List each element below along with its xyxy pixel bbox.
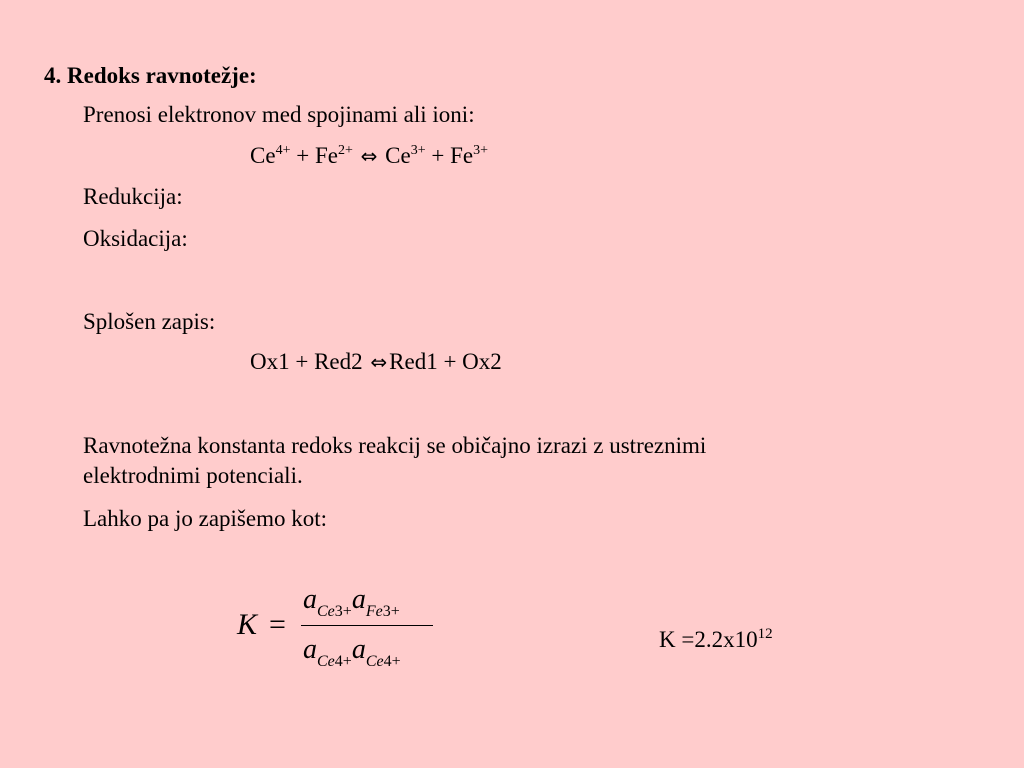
- k-value-exponent: 12: [757, 626, 773, 642]
- k-value: [659, 626, 773, 654]
- sub-species: Fe: [365, 603, 383, 620]
- species-ce: Ce: [250, 143, 276, 168]
- equilibrium-arrow-icon: ⇔: [360, 144, 378, 168]
- oxidation-label: Oksidacija:: [83, 226, 188, 251]
- plus-sign: +: [290, 143, 315, 168]
- formula-equals: =: [269, 608, 286, 641]
- sub-species: Ce: [317, 653, 335, 670]
- k-value-text: K =2.2x10: [659, 627, 758, 652]
- subscript-ce3: [317, 603, 352, 620]
- activity-symbol: a: [351, 584, 366, 615]
- activity-symbol: a: [351, 634, 366, 665]
- sub-species: Ce: [365, 653, 384, 670]
- paragraph-line-2: elektrodnimi potenciali.: [83, 463, 303, 488]
- sub-species: Ce: [317, 603, 335, 620]
- formula-k: K: [237, 608, 258, 641]
- formula-numerator: [303, 584, 400, 620]
- general-reaction: [250, 348, 502, 376]
- equilibrium-arrow-icon: ⇔: [370, 350, 388, 374]
- paragraph-line-1: Ravnotežna konstanta redoks reakcij se običajno izrazi z ustreznimi: [83, 433, 707, 458]
- activity-symbol: a: [303, 634, 317, 665]
- activity-symbol: a: [303, 584, 317, 615]
- sub-charge: 3+: [334, 603, 352, 620]
- reduction-label: Redukcija:: [83, 184, 183, 209]
- species-ce: Ce: [385, 143, 411, 168]
- sub-charge: 4+: [334, 653, 352, 670]
- charge-ce-4plus: 4+: [275, 143, 291, 158]
- charge-fe-3plus: 3+: [473, 143, 488, 158]
- formula-denominator: [303, 634, 401, 670]
- subscript-ce4: [317, 653, 352, 670]
- species-fe: Fe: [450, 143, 474, 168]
- sub-charge: 4+: [383, 653, 401, 670]
- general-notation-label: Splošen zapis:: [83, 309, 216, 334]
- write-as-label: Lahko pa jo zapišemo kot:: [83, 506, 327, 531]
- slide-heading: 4. Redoks ravnotežje:: [44, 63, 257, 88]
- reaction-right: Red1 + Ox2: [389, 349, 502, 374]
- intro-text: Prenosi elektronov med spojinami ali ioni:: [83, 102, 475, 127]
- sub-charge: 3+: [382, 603, 400, 620]
- reaction-left: Ox1 + Red2: [250, 349, 369, 374]
- reaction-ce-fe: [250, 142, 488, 170]
- charge-fe-2plus: 2+: [337, 143, 353, 158]
- equilibrium-constant-formula: [233, 584, 443, 670]
- charge-ce-3plus: 3+: [410, 143, 426, 158]
- subscript-ce4: [366, 653, 401, 670]
- species-fe: Fe: [314, 143, 338, 168]
- subscript-fe3: [366, 603, 400, 620]
- fraction-bar: [301, 625, 433, 626]
- plus-sign: +: [425, 143, 451, 168]
